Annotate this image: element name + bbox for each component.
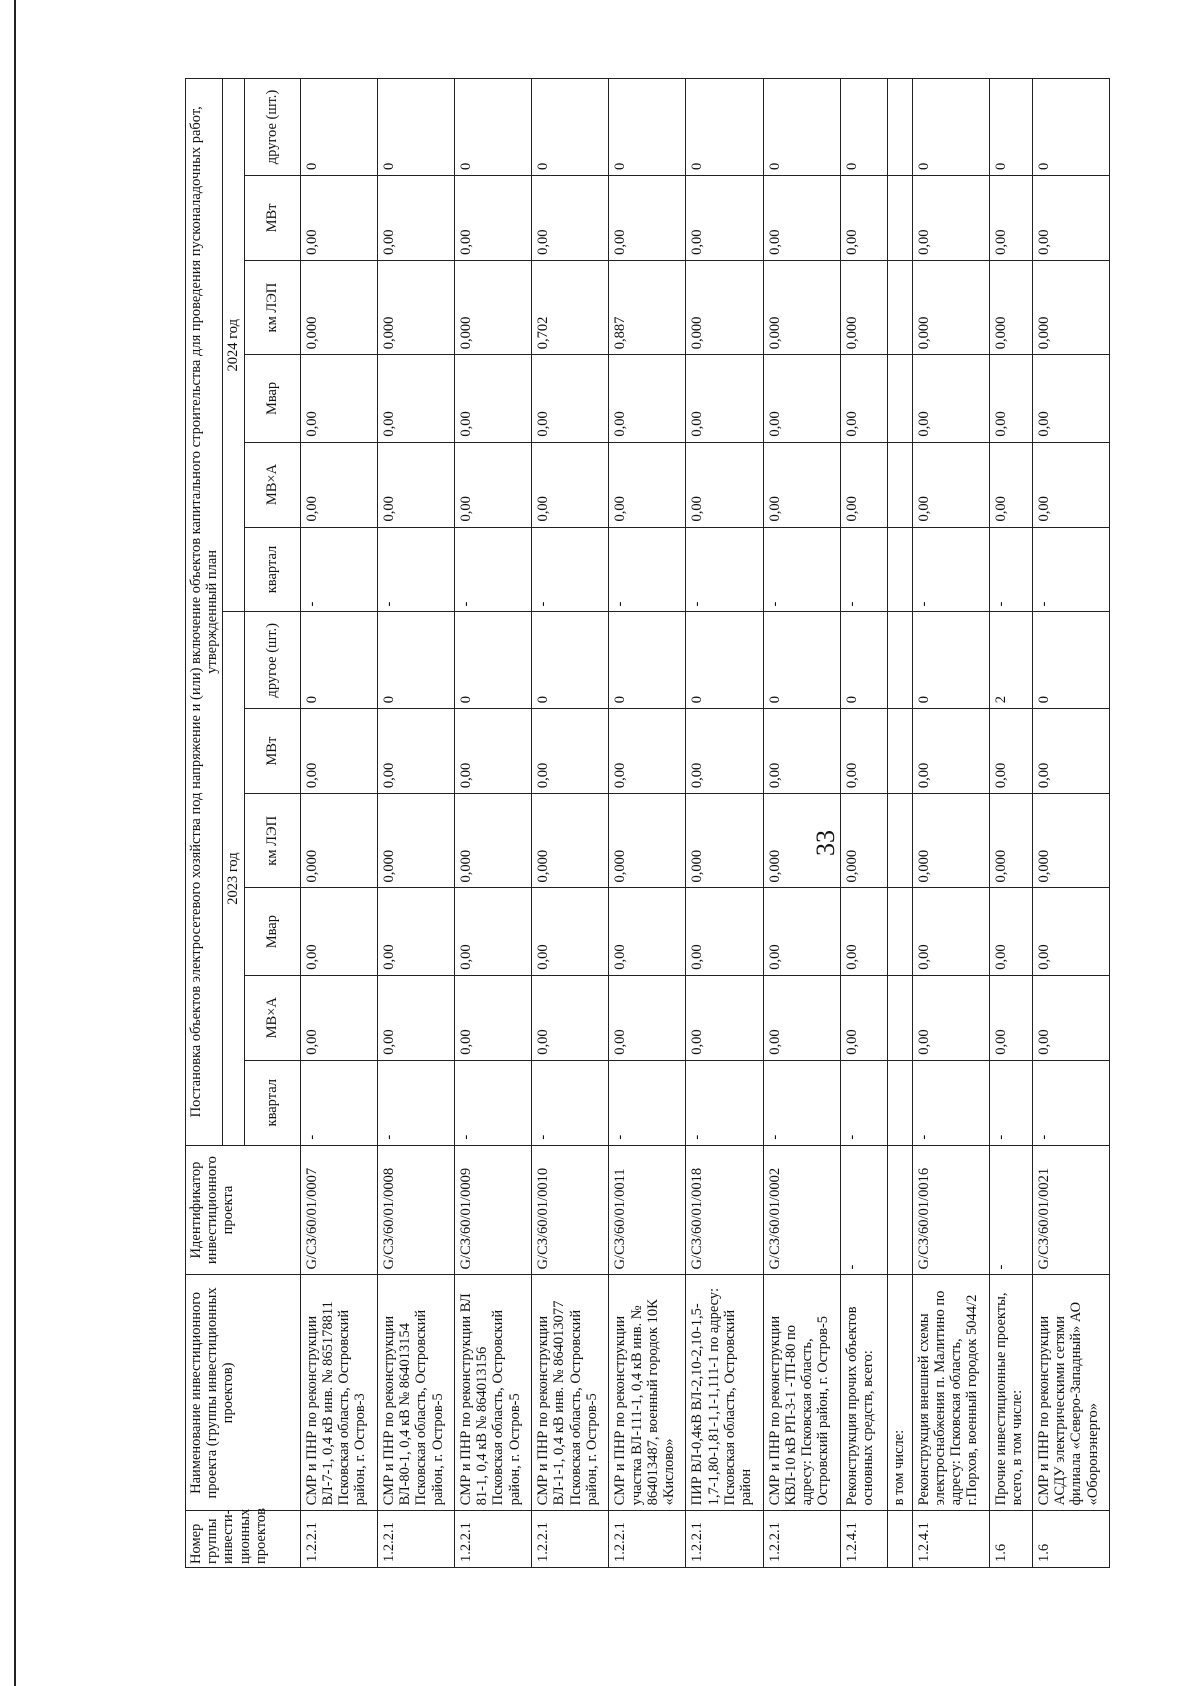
cell-2024-mw: 0,00 <box>989 175 1032 260</box>
table-row <box>887 79 912 1568</box>
row-group-no: 1.2.2.1 <box>686 1511 763 1568</box>
cell-2024-mva: 0,00 <box>686 442 763 527</box>
cell-2023-quarter: - <box>763 1060 840 1145</box>
cell-2023-mw: 0,00 <box>532 709 609 794</box>
header-identifier: Идентификатор инвестиционного проекта <box>186 1145 301 1275</box>
row-project-name: СМР и ПНР по реконструкции АСДУ электрическими сетями филиала «Северо-Западный» АО «Оборонэнерго» <box>1032 1275 1109 1511</box>
cell-2023-mvar: 0,00 <box>454 888 531 975</box>
cell-2023-mva <box>887 975 912 1060</box>
cell-2023-mva: 0,00 <box>912 975 989 1060</box>
cell-2024-km: 0,000 <box>840 260 887 354</box>
cell-2023-quarter: - <box>686 1060 763 1145</box>
cell-2024-mw: 0,00 <box>912 175 989 260</box>
cell-2023-mw: 0,00 <box>763 709 840 794</box>
cell-2024-mva: 0,00 <box>840 442 887 527</box>
cell-2024-other: 0 <box>377 79 454 176</box>
header-year-2024: 2024 год <box>223 79 244 612</box>
row-identifier: G/СЗ/60/01/0007 <box>300 1145 377 1275</box>
cell-2024-km <box>887 260 912 354</box>
cell-2024-mvar <box>887 355 912 442</box>
cell-2023-mvar: 0,00 <box>609 888 686 975</box>
cell-2023-km: 0,000 <box>1032 794 1109 888</box>
row-project-name: ПИР ВЛ-0,4кВ ВЛ-2,10-2,10-1,5-1,7-1,80-1,81-1,1-1,111-1 по адресу: Псковская область, Островский район <box>686 1275 763 1511</box>
row-project-name: СМР и ПНР по реконструкции участка ВЛ-111-1, 0,4 кВ инв. № 864013487, военный городок 10К «Кислово» <box>609 1275 686 1511</box>
cell-2024-other: 0 <box>1032 79 1109 176</box>
row-group-no: 1.2.2.1 <box>609 1511 686 1568</box>
row-project-name: СМР и ПНР по реконструкции ВЛ-80-1, 0,4 кВ № 864013154 Псковская область, Островский район, г. Остров-5 <box>377 1275 454 1511</box>
cell-2023-km: 0,000 <box>300 794 377 888</box>
cell-2024-mvar: 0,00 <box>1032 355 1109 442</box>
cell-2024-mvar: 0,00 <box>840 355 887 442</box>
cell-2023-quarter: - <box>989 1060 1032 1145</box>
cell-2024-other: 0 <box>300 79 377 176</box>
cell-2023-quarter: - <box>1032 1060 1109 1145</box>
row-identifier: G/СЗ/60/01/0011 <box>609 1145 686 1275</box>
cell-2024-mw: 0,00 <box>300 175 377 260</box>
subheader-quarter: квартал <box>244 1060 300 1145</box>
cell-2024-mw: 0,00 <box>686 175 763 260</box>
cell-2024-mva: 0,00 <box>532 442 609 527</box>
subheader-mw: МВт <box>244 709 300 794</box>
table-row <box>912 79 989 1568</box>
cell-2023-other: 0 <box>912 612 989 709</box>
cell-2023-mvar <box>887 888 912 975</box>
cell-2024-mva: 0,00 <box>1032 442 1109 527</box>
cell-2024-mva <box>887 442 912 527</box>
cell-2024-mvar: 0,00 <box>763 355 840 442</box>
cell-2024-mvar: 0,00 <box>989 355 1032 442</box>
cell-2023-other: 0 <box>300 612 377 709</box>
cell-2024-other: 0 <box>989 79 1032 176</box>
cell-2023-quarter: - <box>300 1060 377 1145</box>
cell-2024-other: 0 <box>609 79 686 176</box>
row-project-name: Прочие инвестиционные проекты, всего, в том числе: <box>989 1275 1032 1511</box>
table-row <box>609 79 686 1568</box>
subheader-mvar: Мвар <box>244 888 300 975</box>
cell-2024-other: 0 <box>763 79 840 176</box>
row-group-no: 1.2.2.1 <box>377 1511 454 1568</box>
cell-2023-quarter: - <box>840 1060 887 1145</box>
cell-2023-quarter: - <box>532 1060 609 1145</box>
subheader-mvar: Мвар <box>244 355 300 442</box>
cell-2023-mw <box>887 709 912 794</box>
row-identifier <box>887 1145 912 1275</box>
cell-2024-mw: 0,00 <box>840 175 887 260</box>
header-year-2023: 2023 год <box>223 612 244 1145</box>
row-project-name: Реконструкция внешней схемы электроснабжения п. Малитино по адресу: Псковская область, г.Порхов, военный городок 5044/2 <box>912 1275 989 1511</box>
cell-2024-other: 0 <box>532 79 609 176</box>
cell-2023-km: 0,000 <box>840 794 887 888</box>
table-row <box>763 79 840 1568</box>
row-identifier: G/СЗ/60/01/0008 <box>377 1145 454 1275</box>
cell-2024-mw: 0,00 <box>763 175 840 260</box>
row-project-name: СМР и ПНР по реконструкции КВЛ-10 кВ РП-3-1 -ТП-80 по адресу: Псковская область, Островский район, г. Остров-5 <box>763 1275 840 1511</box>
subheader-quarter: квартал <box>244 527 300 612</box>
row-project-name: Реконструкция прочих объектов основных средств, всего: <box>840 1275 887 1511</box>
row-group-no: 1.2.2.1 <box>532 1511 609 1568</box>
row-group-no: 1.2.2.1 <box>763 1511 840 1568</box>
cell-2023-mvar: 0,00 <box>989 888 1032 975</box>
row-identifier: G/СЗ/60/01/0010 <box>532 1145 609 1275</box>
cell-2023-mw: 0,00 <box>912 709 989 794</box>
cell-2023-other: 0 <box>532 612 609 709</box>
cell-2024-quarter: - <box>1032 527 1109 612</box>
cell-2023-mva: 0,00 <box>989 975 1032 1060</box>
cell-2023-mw: 0,00 <box>1032 709 1109 794</box>
table-row <box>377 79 454 1568</box>
table-row <box>840 79 887 1568</box>
cell-2023-km: 0,000 <box>377 794 454 888</box>
header-group-no: Номер группы инвести-ционных проектов <box>186 1511 301 1568</box>
subheader-km: км ЛЭП <box>244 794 300 888</box>
cell-2023-mva: 0,00 <box>300 975 377 1060</box>
cell-2024-mvar: 0,00 <box>609 355 686 442</box>
cell-2024-other: 0 <box>454 79 531 176</box>
row-group-no: 1.6 <box>989 1511 1032 1568</box>
cell-2024-km: 0,000 <box>300 260 377 354</box>
cell-2023-mw: 0,00 <box>840 709 887 794</box>
cell-2024-km: 0,000 <box>1032 260 1109 354</box>
cell-2023-km: 0,000 <box>989 794 1032 888</box>
table-row <box>686 79 763 1568</box>
cell-2023-other: 0 <box>454 612 531 709</box>
cell-2023-mw: 0,00 <box>300 709 377 794</box>
table-row <box>532 79 609 1568</box>
row-group-no: 1.2.2.1 <box>300 1511 377 1568</box>
cell-2023-quarter: - <box>377 1060 454 1145</box>
cell-2023-mva: 0,00 <box>686 975 763 1060</box>
cell-2023-mvar: 0,00 <box>763 888 840 975</box>
cell-2024-km: 0,000 <box>763 260 840 354</box>
cell-2024-mva: 0,00 <box>763 442 840 527</box>
cell-2024-mw: 0,00 <box>1032 175 1109 260</box>
cell-2023-mva: 0,00 <box>532 975 609 1060</box>
cell-2023-mva: 0,00 <box>840 975 887 1060</box>
cell-2024-quarter: - <box>300 527 377 612</box>
table-row <box>300 79 377 1568</box>
cell-2024-mvar: 0,00 <box>912 355 989 442</box>
cell-2023-mva: 0,00 <box>377 975 454 1060</box>
cell-2024-mw: 0,00 <box>609 175 686 260</box>
row-identifier: - <box>840 1145 887 1275</box>
cell-2024-other: 0 <box>840 79 887 176</box>
cell-2024-quarter: - <box>686 527 763 612</box>
subheader-mva: МВ×А <box>244 442 300 527</box>
cell-2023-km: 0,000 <box>454 794 531 888</box>
cell-2023-quarter <box>887 1060 912 1145</box>
cell-2023-quarter: - <box>609 1060 686 1145</box>
cell-2023-mvar: 0,00 <box>686 888 763 975</box>
cell-2023-quarter: - <box>912 1060 989 1145</box>
row-identifier: G/СЗ/60/01/0009 <box>454 1145 531 1275</box>
cell-2024-mva: 0,00 <box>300 442 377 527</box>
cell-2024-km: 0,000 <box>686 260 763 354</box>
binding-line <box>14 0 16 1686</box>
cell-2024-quarter: - <box>532 527 609 612</box>
cell-2024-mw: 0,00 <box>532 175 609 260</box>
cell-2023-mw: 0,00 <box>686 709 763 794</box>
row-identifier: G/СЗ/60/01/0002 <box>763 1145 840 1275</box>
subheader-other: другое (шт.) <box>244 612 300 709</box>
cell-2023-mvar: 0,00 <box>300 888 377 975</box>
row-group-no: 1.6 <box>1032 1511 1109 1568</box>
row-group-no: 1.2.4.1 <box>840 1511 887 1568</box>
cell-2023-other: 0 <box>1032 612 1109 709</box>
rotated-table-container <box>185 78 1110 1568</box>
subheader-mva: МВ×А <box>244 975 300 1060</box>
cell-2024-km: 0,000 <box>989 260 1032 354</box>
cell-2023-km: 0,000 <box>686 794 763 888</box>
cell-2024-mvar: 0,00 <box>532 355 609 442</box>
cell-2024-quarter: - <box>454 527 531 612</box>
cell-2023-mw: 0,00 <box>377 709 454 794</box>
table-body <box>300 79 1109 1568</box>
cell-2023-mvar: 0,00 <box>1032 888 1109 975</box>
cell-2023-other: 0 <box>609 612 686 709</box>
investment-table <box>185 78 1110 1568</box>
cell-2024-km: 0,887 <box>609 260 686 354</box>
cell-2023-mw: 0,00 <box>609 709 686 794</box>
row-project-name: СМР и ПНР по реконструкции ВЛ-7-1, 0,4 кВ инв. № 865178811 Псковская область, Островский район, г. Остров-3 <box>300 1275 377 1511</box>
cell-2024-quarter: - <box>763 527 840 612</box>
header-main: Постановка объектов электросетевого хозяйства под напряжение и (или) включение объектов капитального строительства для проведения пусконаладочных работ, утвержденный план <box>186 79 223 1146</box>
cell-2024-quarter: - <box>912 527 989 612</box>
cell-2023-mvar: 0,00 <box>912 888 989 975</box>
cell-2023-quarter: - <box>454 1060 531 1145</box>
row-identifier: - <box>989 1145 1032 1275</box>
table-row <box>989 79 1032 1568</box>
cell-2023-km: 0,000 <box>912 794 989 888</box>
cell-2024-mw <box>887 175 912 260</box>
cell-2023-mw: 0,00 <box>989 709 1032 794</box>
cell-2024-mw: 0,00 <box>454 175 531 260</box>
cell-2024-km: 0,000 <box>912 260 989 354</box>
subheader-km: км ЛЭП <box>244 260 300 354</box>
cell-2023-km: 0,000 <box>609 794 686 888</box>
cell-2023-km <box>887 794 912 888</box>
cell-2023-mw: 0,00 <box>454 709 531 794</box>
subheader-mw: МВт <box>244 175 300 260</box>
cell-2024-other: 0 <box>912 79 989 176</box>
cell-2024-mvar: 0,00 <box>377 355 454 442</box>
row-group-no <box>887 1511 912 1568</box>
cell-2024-mva: 0,00 <box>989 442 1032 527</box>
cell-2024-quarter: - <box>609 527 686 612</box>
cell-2024-quarter: - <box>377 527 454 612</box>
cell-2024-quarter: - <box>989 527 1032 612</box>
cell-2023-mvar: 0,00 <box>532 888 609 975</box>
subheader-other: другое (шт.) <box>244 79 300 176</box>
cell-2024-mva: 0,00 <box>377 442 454 527</box>
cell-2023-mva: 0,00 <box>763 975 840 1060</box>
table-row <box>454 79 531 1568</box>
cell-2024-mva: 0,00 <box>912 442 989 527</box>
cell-2024-mvar: 0,00 <box>454 355 531 442</box>
cell-2023-other: 0 <box>377 612 454 709</box>
row-project-name: СМР и ПНР по реконструкции ВЛ 81-1, 0,4 кВ № 864013156 Псковская область, Островский район, г. Остров-5 <box>454 1275 531 1511</box>
table-row <box>1032 79 1109 1568</box>
cell-2024-km: 0,702 <box>532 260 609 354</box>
page-number: 33 <box>811 830 840 856</box>
cell-2024-other: 0 <box>686 79 763 176</box>
row-project-name: СМР и ПНР по реконструкции ВЛ-1-1, 0,4 кВ инв. № 864013077 Псковская область, Островский район, г. Остров-5 <box>532 1275 609 1511</box>
cell-2023-mva: 0,00 <box>609 975 686 1060</box>
row-group-no: 1.2.2.1 <box>454 1511 531 1568</box>
cell-2023-mva: 0,00 <box>454 975 531 1060</box>
cell-2024-mva: 0,00 <box>454 442 531 527</box>
cell-2023-other: 0 <box>686 612 763 709</box>
cell-2024-quarter <box>887 527 912 612</box>
cell-2024-mvar: 0,00 <box>686 355 763 442</box>
cell-2024-mvar: 0,00 <box>300 355 377 442</box>
cell-2024-mw: 0,00 <box>377 175 454 260</box>
cell-2023-mva: 0,00 <box>1032 975 1109 1060</box>
cell-2024-mva: 0,00 <box>609 442 686 527</box>
cell-2023-other: 2 <box>989 612 1032 709</box>
row-identifier: G/СЗ/60/01/0021 <box>1032 1145 1109 1275</box>
cell-2024-other <box>887 79 912 176</box>
cell-2023-mvar: 0,00 <box>377 888 454 975</box>
row-group-no: 1.2.4.1 <box>912 1511 989 1568</box>
cell-2023-km: 0,000 <box>763 794 840 888</box>
cell-2023-other: 0 <box>840 612 887 709</box>
cell-2023-mvar: 0,00 <box>840 888 887 975</box>
cell-2023-km: 0,000 <box>532 794 609 888</box>
cell-2023-other: 0 <box>763 612 840 709</box>
row-project-name: в том числе: <box>887 1275 912 1511</box>
cell-2023-other <box>887 612 912 709</box>
row-identifier: G/СЗ/60/01/0016 <box>912 1145 989 1275</box>
row-identifier: G/СЗ/60/01/0018 <box>686 1145 763 1275</box>
header-project-name: Наименование инвестиционного проекта (группы инвестиционных проектов) <box>186 1275 301 1511</box>
cell-2024-quarter: - <box>840 527 887 612</box>
cell-2024-km: 0,000 <box>377 260 454 354</box>
cell-2024-km: 0,000 <box>454 260 531 354</box>
